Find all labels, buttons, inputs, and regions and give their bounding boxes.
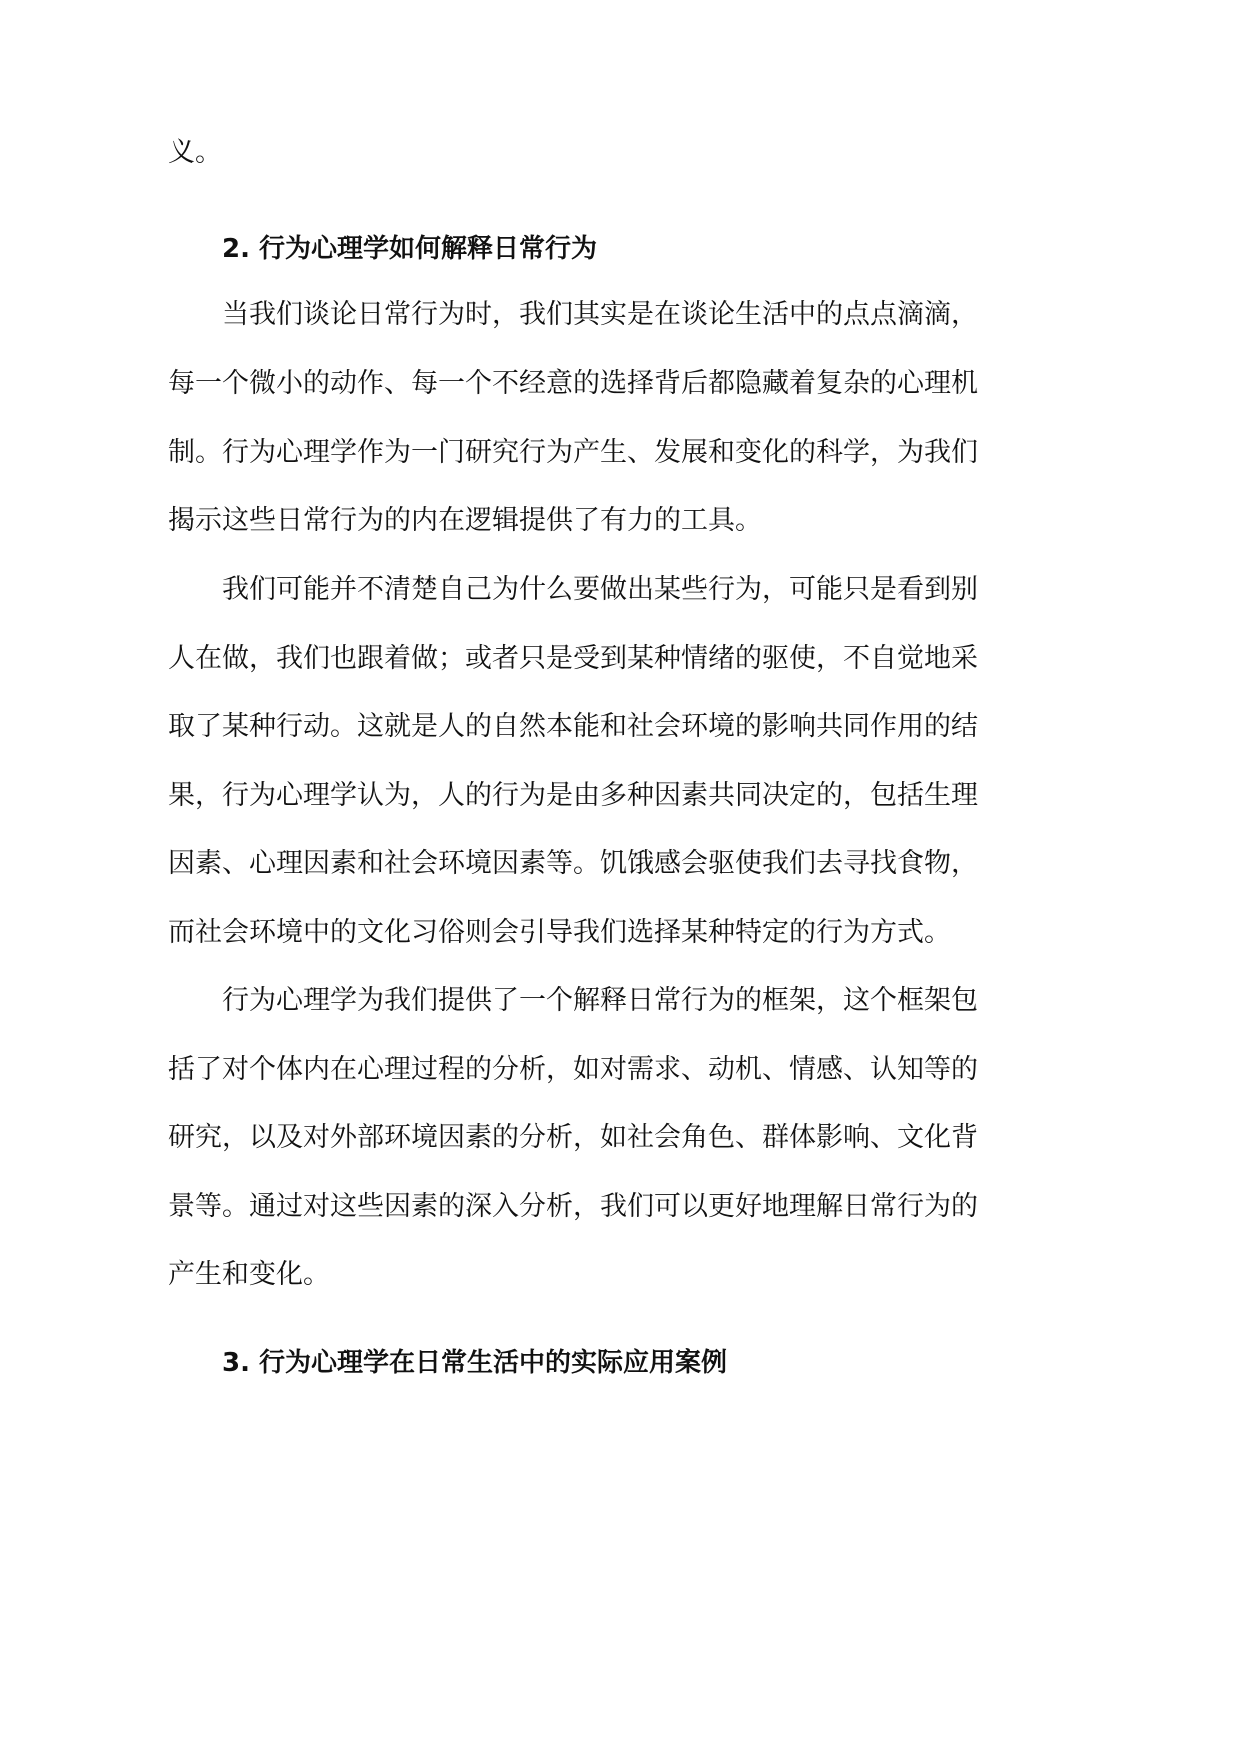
paragraph-fragment: 义。 [168,137,222,168]
text-line: 当我们谈论日常行为时，我们其实是在谈论生活中的点点滴滴， [222,299,978,330]
text-line: 人在做，我们也跟着做；或者只是受到某种情绪的驱使，不自觉地采 [168,643,978,674]
text-line: 制。行为心理学作为一门研究行为产生、发展和变化的科学，为我们 [168,437,978,468]
section-2-heading: 2. 行为心理学如何解释日常行为 [222,234,598,264]
text-line: 每一个微小的动作、每一个不经意的选择背后都隐藏着复杂的心理机 [168,368,978,399]
text-line: 行为心理学为我们提供了一个解释日常行为的框架，这个框架包 [222,985,978,1016]
text-line: 研究，以及对外部环境因素的分析，如社会角色、群体影响、文化背 [168,1122,978,1153]
text-line: 果，行为心理学认为，人的行为是由多种因素共同决定的，包括生理 [168,780,978,811]
text-line: 揭示这些日常行为的内在逻辑提供了有力的工具。 [168,505,762,536]
text-line: 括了对个体内在心理过程的分析，如对需求、动机、情感、认知等的 [168,1054,978,1085]
text-line: 我们可能并不清楚自己为什么要做出某些行为，可能只是看到别 [222,574,978,605]
text-line: 因素、心理因素和社会环境因素等。饥饿感会驱使我们去寻找食物， [168,848,978,879]
section-3-heading: 3. 行为心理学在日常生活中的实际应用案例 [222,1348,728,1378]
text-line: 景等。通过对这些因素的深入分析，我们可以更好地理解日常行为的 [168,1191,978,1222]
text-line: 产生和变化。 [168,1259,330,1290]
text-line: 而社会环境中的文化习俗则会引导我们选择某种特定的行为方式。 [168,917,951,948]
text-line: 取了某种行动。这就是人的自然本能和社会环境的影响共同作用的结 [168,711,978,742]
